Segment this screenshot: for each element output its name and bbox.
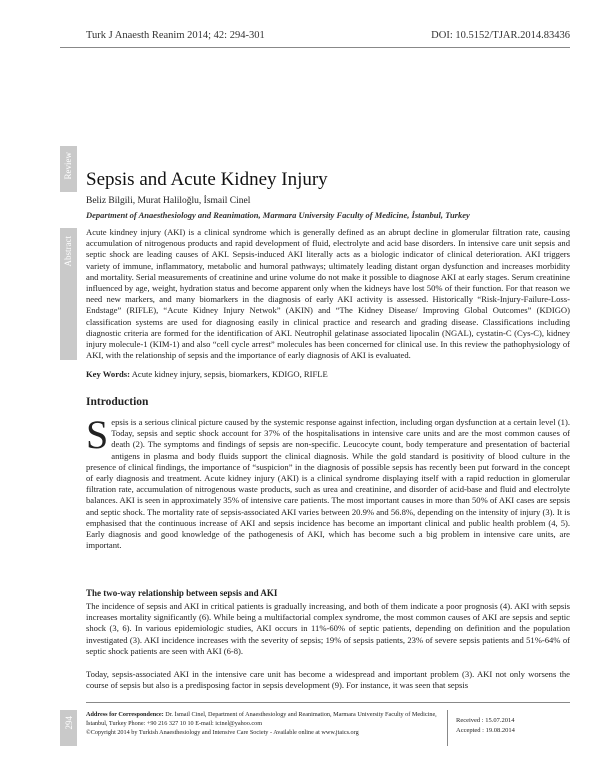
keywords (86, 369, 328, 379)
dates (456, 716, 515, 736)
authors: Beliz Bilgili, Murat Haliloğlu, İsmail Cinel (86, 196, 251, 206)
section-paragraph-2: Today, sepsis-associated AKI in the intensive care unit has become a widespread and important problem (3). AKI not only worsens the course of sepsis but also is a predisposing factor in sepsis development (9). For instance, it was seen that sepsis (86, 669, 570, 691)
header-divider (60, 47, 570, 48)
article-title: Sepsis and Acute Kidney Injury (86, 169, 328, 190)
keywords-text: Acute kidney injury, sepsis, biomarkers, KDIGO, RIFLE (130, 369, 328, 379)
abstract-label: Abstract (63, 236, 73, 267)
section-paragraph-1: The incidence of sepsis and AKI in critical patients is gradually increasing, and both of them indicate a poor prognosis (4). AKI with sepsis increases mortality significantly (6). While being a multifactorial complex syndrome, the most common causes of AKI are sepsis and septic shock (3, 6). In various epidemiologic studies, AKI occurs in 11%-60% of septic patients, depending on definition and the population investigated (3). AKI incidence increases with the severity of sepsis; 19% of sepsis patients, 23% of severe sepsis patients and 51%-64% of septic shock patients are seen with AKI (6-8). (86, 601, 570, 656)
page-number: 294 (63, 716, 74, 730)
footer-separator (447, 710, 448, 746)
intro-paragraph (86, 412, 570, 551)
correspondence (86, 711, 446, 737)
correspondence-label: Address for Correspondence: (86, 711, 164, 718)
correspondence-text: Dr. İsmail Cinel, Department of Anaesthesiology and Reanimation, Marmara University Faculty of Medicine, İstanbul, Turkey Phone: +90 216 327 10 10 E-mail: icinel@yahoo.com (86, 711, 437, 727)
footer-divider (86, 702, 570, 703)
received-date: Received : 15.07.2014 (456, 717, 515, 724)
keywords-label: Key Words: (86, 369, 131, 379)
page-number-tab (60, 710, 77, 746)
copyright: ©Copyright 2014 by Turkish Anaesthesiology and Intensive Care Society - Available online at www.jtaics.org (86, 728, 359, 736)
review-label: Review (63, 152, 73, 180)
review-tab (60, 146, 77, 192)
abstract-text: Acute kindney injury (AKI) is a clinical syndrome which is generally defined as an abrupt decline in glomerular filtration rate, causing accumulation of nitrogenous products and rapid development of fluid, electrolyte and acid base disorders. In intensive care unit sepsis and septic shock are leading causes of AKI. Sepsis-induced AKI literally acts as a biologic indicator of clinical deterioration. AKI triggers variety of immune, inflammatory, metabolic and humoral pathways; ultimately leading distant organ dysfunction and increases morbidity and mortality. Serial measurements of creatinine and urine volume do not make it possible to diagnose AKI at early stages. Serum creatinine influenced by age, weight, hydration status and become apparent only when the kidneys have lost 50% of their function. For that reason we need new markers, and many biomarkers in the diagnosis of early AKI activity is assessed. Historically “Risk-Injury-Failure-Loss-Endstage” (RIFLE), “Acute Kidney Injury Netwok” (AKIN) and “The Kidney Disease/ Improving Global Outcomes” (KDIGO) classification systems are used for diagnosing easily in clinical practice and research and grading disease. Classifications including diagnostic criteria are formed for the identification of AKI. Neutrophil gelatinase associated lipocalin (NGAL), cystatin-C (Cys-C), kidney injury molecule-1 (KIM-1) and also “cell cycle arrest” molecules has been concerned for clinical use. In this review the pathophysiology of AKI, with the relationship of sepsis and the importance of early diagnosis of AKI is evaluated. (86, 227, 570, 361)
intro-heading: Introduction (86, 396, 149, 408)
affiliation: Department of Anaesthesiology and Reanimation, Marmara University Faculty of Medicine, İstanbul, Turkey (86, 210, 470, 220)
accepted-date: Accepted : 19.08.2014 (456, 727, 515, 734)
journal-citation: Turk J Anaesth Reanim 2014; 42: 294-301 (86, 30, 265, 41)
section-heading: The two-way relationship between sepsis and AKI (86, 588, 278, 598)
abstract-tab (60, 228, 77, 360)
dropcap: S (86, 412, 109, 457)
intro-text: epsis is a serious clinical picture caused by the systemic response against infection, including organ dysfunction at a certain level (1). Today, sepsis and septic shock account for 37% of the hospitalisations in intensive care units and are the most common causes of death (2). The symptoms and findings of sepsis are non-specific. Leucocyte count, body temperature and presentation of bacterial antigens in plasma and body fluids support the clinical diagnosis. While the gold standard is positivity of blood culture in the presence of clinical findings, the importance of “suspicion” in the diagnosis of possible sepsis has recently been put forward in the concept of early diagnosis and treatment. Acute kidney injury (AKI) is a clinical syndrome displaying itself with a rapid reduction in glomerular filtration rate, accumulation of nitrogenous waste products, such as urea and creatinine, and disorder of acid-base and fluid and electrolyte balances. AKI is seen in approximately 35% of intensive care patients. The most important causes in more than 50% of AKI cases are sepsis and septic shock. The mortality rate of sepsis-associated AKI varies between 20.9% and 56.8%, depending on the intensity of injury (3). It is emphasised that the continuous increase of AKI and sepsis incidence has become an important clinical and public health problem (4, 5). Early diagnosis and good knowledge of the pathogenesis of AKI, which has become such a big problem in intensive care units, are important. (86, 417, 570, 551)
doi: DOI: 10.5152/TJAR.2014.83436 (431, 30, 570, 41)
